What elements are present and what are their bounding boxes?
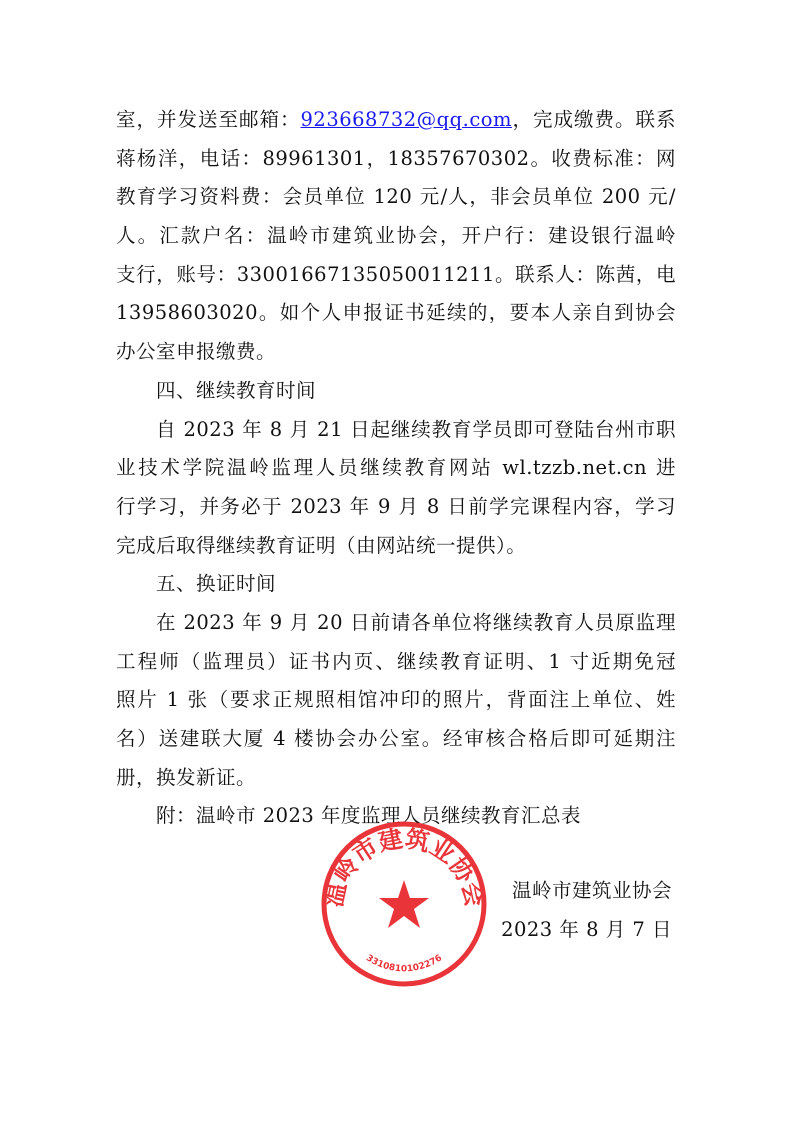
attachment-line: 附：温岭市 2023 年度监理人员继续教育汇总表	[156, 804, 582, 828]
text-line: 教育学习资料费：会员单位 120 元/人，非会员单位 200 元/	[116, 185, 676, 209]
text-line	[116, 101, 676, 140]
email-link[interactable]: 923668732@qq.com	[300, 108, 512, 131]
seal-text: 温岭市建筑业协会	[319, 824, 489, 910]
signature-org: 温岭市建筑业协会	[511, 879, 672, 902]
section-heading: 五、换证时间	[156, 572, 277, 596]
text-line: 照片 1 张（要求正规照相馆冲印的照片，背面注上单位、姓	[116, 688, 676, 712]
text-line: 自 2023 年 8 月 21 日起继续教育学员即可登陆台州市职	[156, 417, 676, 441]
section-heading: 四、继续教育时间	[156, 378, 317, 402]
text-line: 支行，账号：33001667135050011211。联系人：陈茜，电	[116, 262, 676, 286]
text-line: 办公室申报缴费。	[116, 340, 277, 364]
text-line: 名）送建联大厦 4 楼协会办公室。经审核合格后即可延期注	[116, 727, 676, 750]
text-line: 蒋杨洋，电话：89961301，18357670302。收费标准：网	[116, 146, 676, 170]
official-seal	[318, 818, 490, 990]
text-line: 人。汇款户名：温岭市建筑业协会，开户行：建设银行温岭	[116, 224, 676, 248]
text-line: 行学习，并务必于 2023 年 9 月 8 日前学完课程内容，学习	[116, 494, 676, 518]
document-body	[116, 101, 676, 836]
text: ，完成缴费。联系	[511, 108, 676, 131]
text-line: 业技术学院温岭监理人员继续教育网站 wl.tzzb.net.cn 进	[116, 456, 676, 480]
text: 室，并发送至邮箱：	[116, 108, 301, 131]
seal-code: 3310810102276	[363, 953, 445, 975]
signature-date: 2023 年 8 月 7 日	[501, 918, 672, 941]
text-line: 在 2023 年 9 月 20 日前请各单位将继续教育人员原监理	[156, 610, 676, 634]
text-line: 完成后取得继续教育证明（由网站统一提供）。	[116, 533, 527, 557]
star-icon	[379, 880, 429, 928]
text-line: 工程师（监理员）证书内页、继续教育证明、1 寸近期免冠	[116, 649, 676, 673]
text-line: 13958603020。如个人申报证书延续的，要本人亲自到协会	[116, 301, 676, 325]
text-line: 册，换发新证。	[116, 765, 257, 789]
